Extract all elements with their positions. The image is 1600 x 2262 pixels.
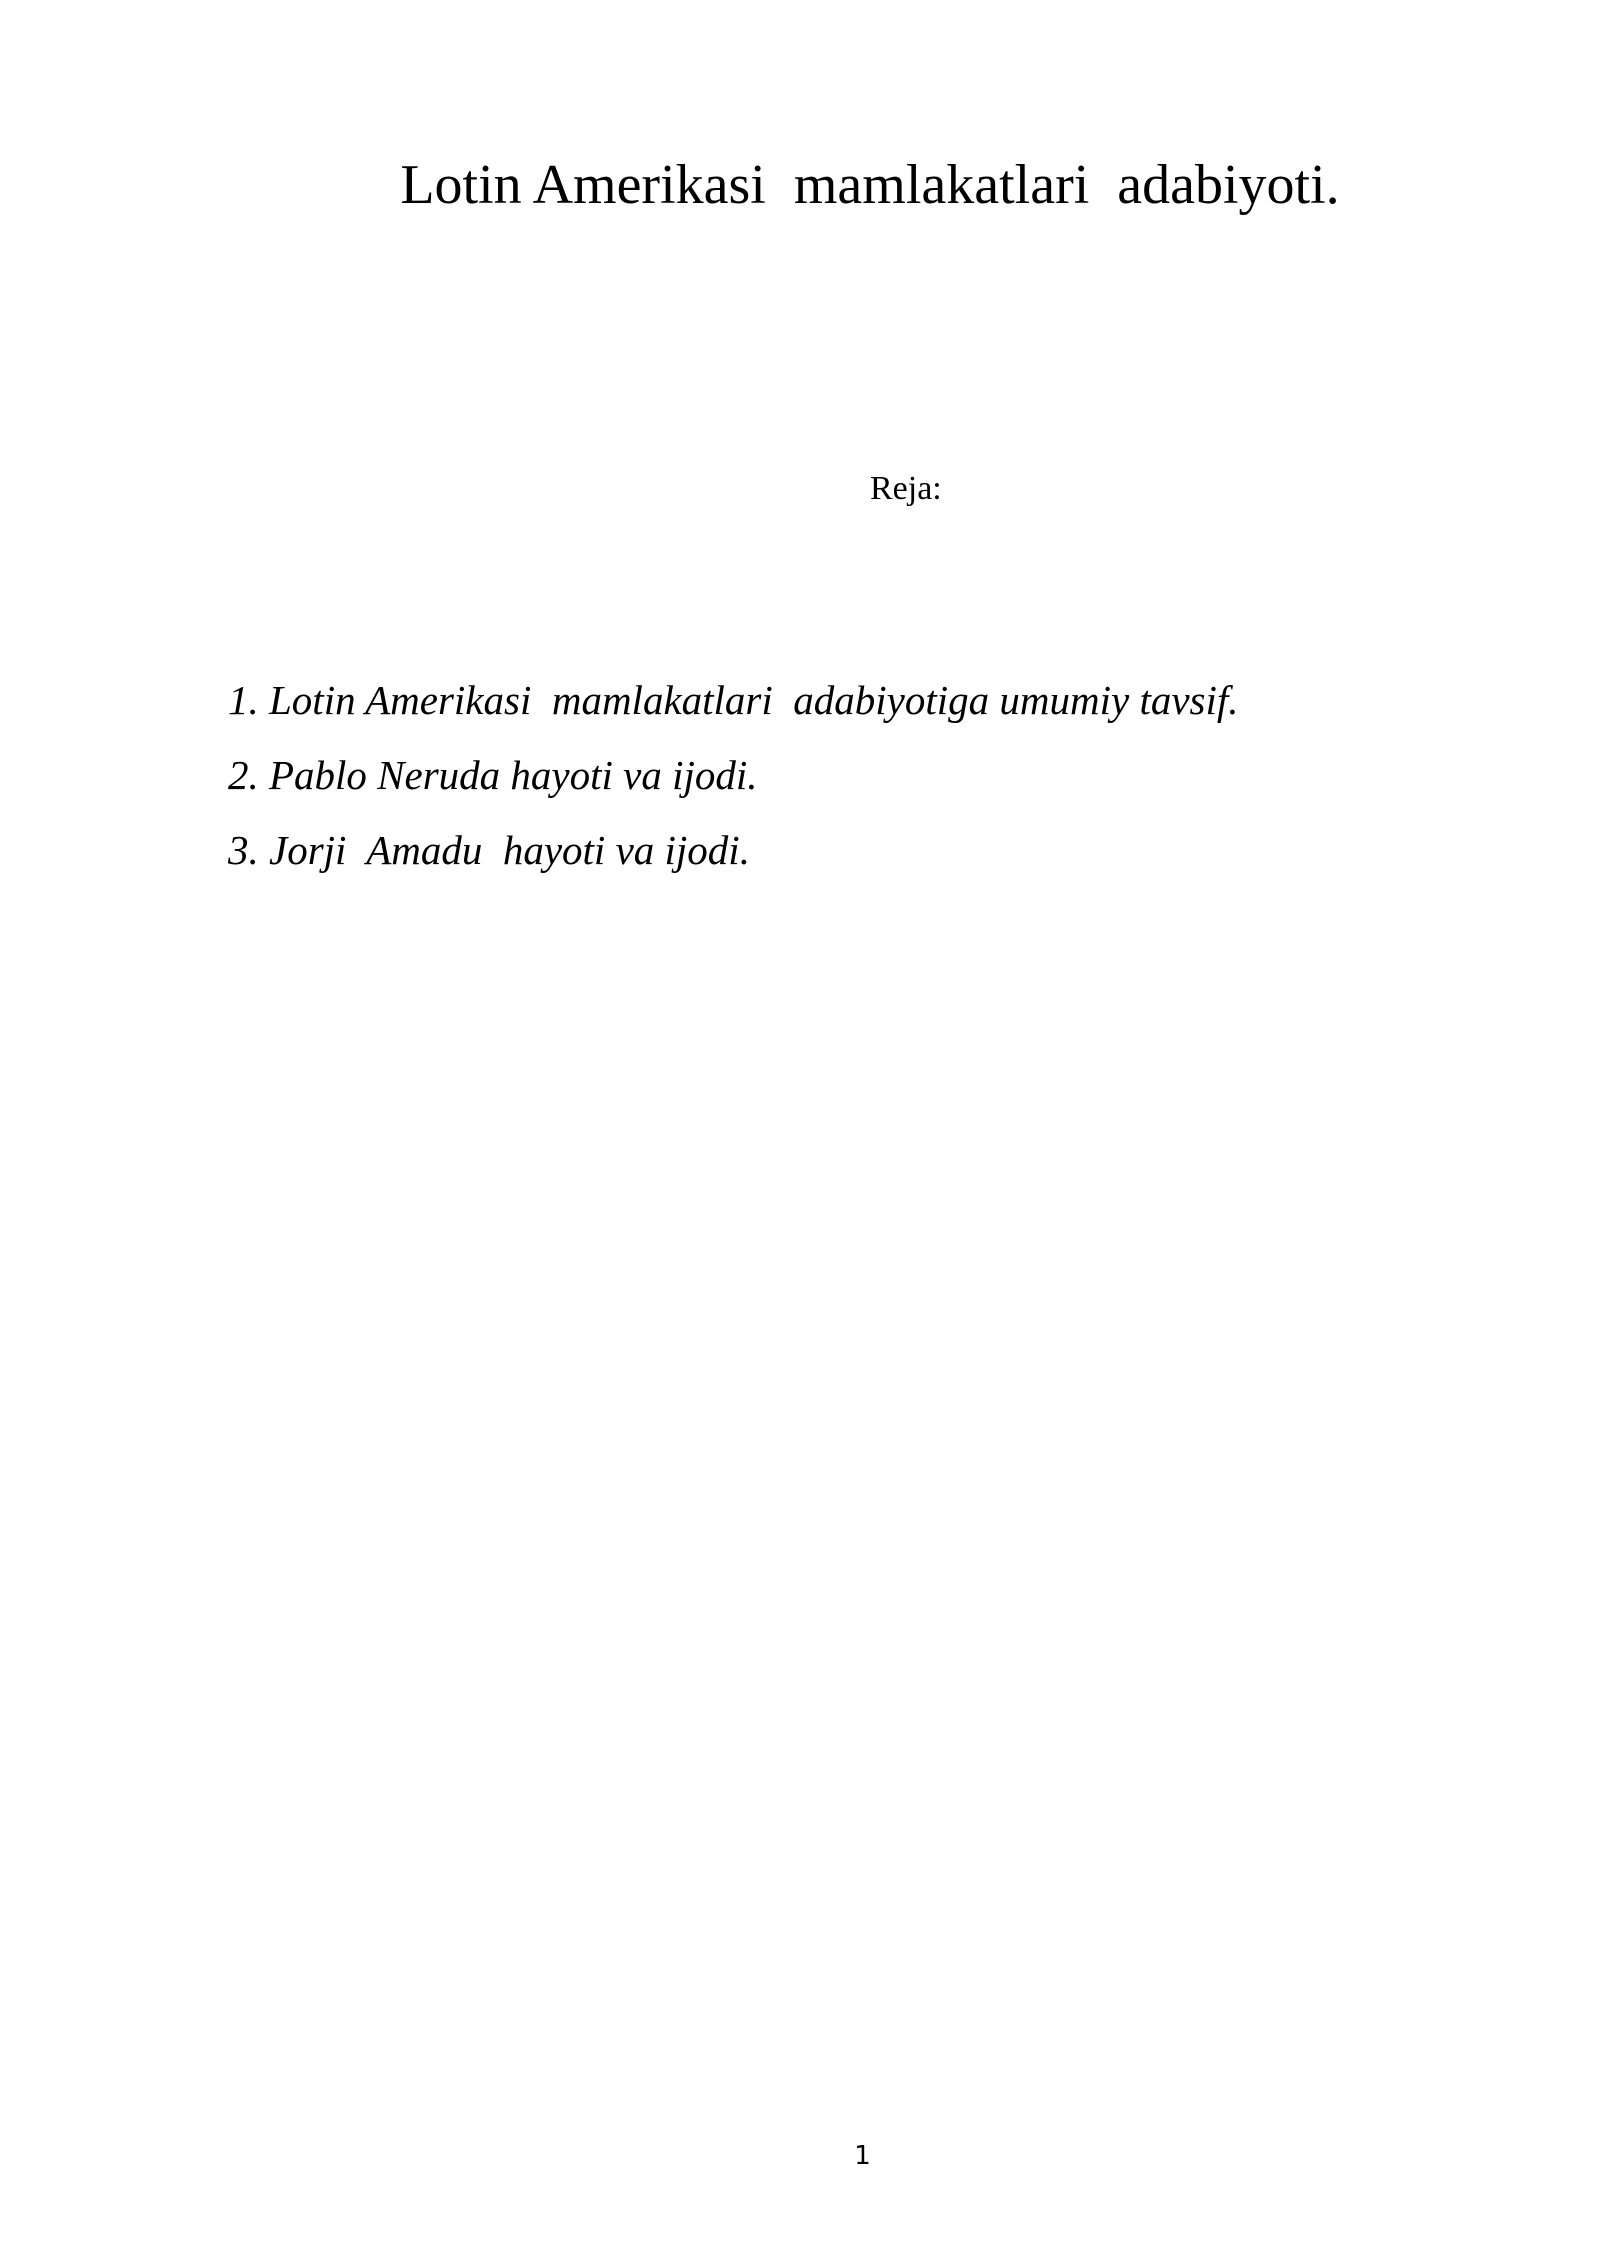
plan-list (228, 670, 1239, 895)
page-number: 1 (854, 2141, 871, 2171)
plan-item-3: 3. Jorji Amadu hayoti va ijodi. (228, 827, 750, 873)
plan-heading: Reja: (870, 470, 942, 507)
plan-item-2: 2. Pablo Neruda hayoti va ijodi. (228, 752, 758, 798)
document-title: Lotin Amerikasi mamlakatlari adabiyoti. (400, 154, 1340, 216)
plan-item-1: 1. Lotin Amerikasi mamlakatlari adabiyotiga umumiy tavsif. (228, 677, 1239, 723)
